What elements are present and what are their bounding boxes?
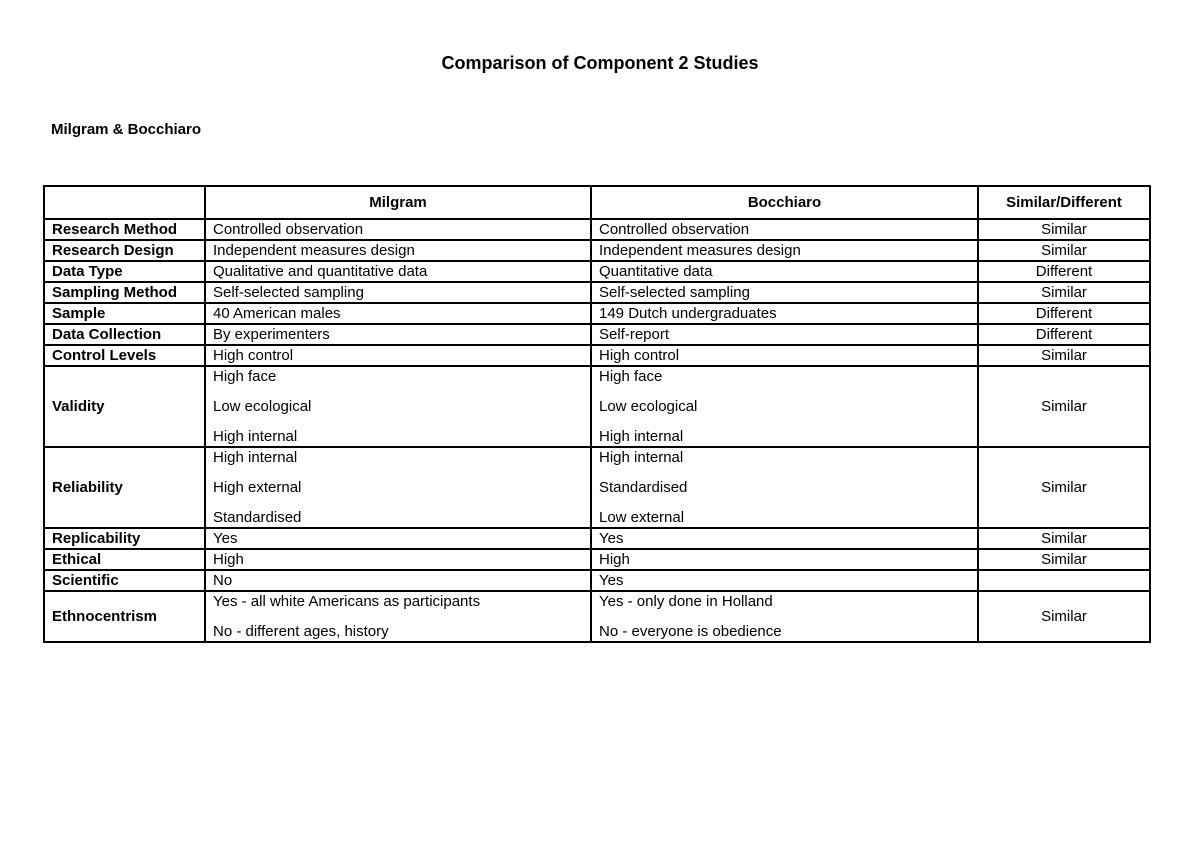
milgram-cell	[205, 366, 591, 447]
line-gap	[599, 611, 977, 622]
comparison-cell: Similar	[978, 282, 1150, 303]
milgram-cell-line: Low ecological	[213, 398, 312, 415]
bocchiaro-cell	[591, 345, 978, 366]
header-cell-empty	[44, 186, 205, 219]
milgram-cell-line: High	[213, 551, 244, 568]
line-gap	[599, 386, 977, 397]
comparison-cell: Similar	[978, 549, 1150, 570]
bocchiaro-cell	[591, 528, 978, 549]
milgram-cell	[205, 591, 591, 642]
milgram-cell	[205, 240, 591, 261]
table-row	[44, 570, 1150, 591]
row-label: Control Levels	[44, 345, 205, 366]
line-gap	[599, 497, 977, 508]
bocchiaro-cell-line: Quantitative data	[599, 263, 713, 280]
milgram-cell	[205, 447, 591, 528]
milgram-cell-line: High face	[213, 368, 277, 385]
line-gap	[213, 467, 590, 478]
table-row	[44, 366, 1150, 447]
bocchiaro-cell-line: Low external	[599, 509, 685, 526]
milgram-cell-line: Self-selected sampling	[213, 284, 364, 301]
milgram-cell-line: Controlled observation	[213, 221, 364, 238]
line-gap	[213, 497, 590, 508]
bocchiaro-cell	[591, 366, 978, 447]
bocchiaro-cell-line: Standardised	[599, 479, 688, 496]
row-label: Research Method	[44, 219, 205, 240]
line-gap	[599, 416, 977, 427]
comparison-cell	[978, 570, 1150, 591]
comparison-cell: Similar	[978, 447, 1150, 528]
bocchiaro-cell-line: High	[599, 551, 630, 568]
bocchiaro-cell	[591, 570, 978, 591]
table-row	[44, 549, 1150, 570]
line-gap	[213, 611, 590, 622]
milgram-cell-line: Standardised	[213, 509, 302, 526]
line-gap	[213, 416, 590, 427]
bocchiaro-cell	[591, 324, 978, 345]
milgram-cell	[205, 219, 591, 240]
table-row	[44, 447, 1150, 528]
header-row	[44, 186, 1150, 219]
bocchiaro-cell	[591, 282, 978, 303]
bocchiaro-cell-line: 149 Dutch undergraduates	[599, 305, 777, 322]
table-row	[44, 591, 1150, 642]
header-cell-milgram: Milgram	[205, 186, 591, 219]
table-row	[44, 240, 1150, 261]
comparison-cell: Different	[978, 303, 1150, 324]
milgram-cell-line: Yes	[213, 530, 238, 547]
milgram-cell-line: High external	[213, 479, 302, 496]
milgram-cell	[205, 549, 591, 570]
milgram-cell-line: Qualitative and quantitative data	[213, 263, 428, 280]
bocchiaro-cell-line: Yes	[599, 572, 624, 589]
milgram-cell-line: 40 American males	[213, 305, 341, 322]
row-label: Validity	[44, 366, 205, 447]
bocchiaro-cell-line: High internal	[599, 428, 684, 445]
row-label: Sample	[44, 303, 205, 324]
bocchiaro-cell-line: High control	[599, 347, 680, 364]
bocchiaro-cell-line: Independent measures design	[599, 242, 801, 259]
milgram-cell-line: No	[213, 572, 233, 589]
row-label: Scientific	[44, 570, 205, 591]
document-subtitle: Milgram & Bocchiaro	[51, 121, 202, 138]
table-row	[44, 303, 1150, 324]
comparison-cell: Different	[978, 261, 1150, 282]
table-row	[44, 261, 1150, 282]
comparison-cell: Similar	[978, 219, 1150, 240]
comparison-cell: Similar	[978, 366, 1150, 447]
table-row	[44, 324, 1150, 345]
milgram-cell-line: High internal	[213, 449, 298, 466]
milgram-cell-line: By experimenters	[213, 326, 330, 343]
milgram-cell	[205, 570, 591, 591]
row-label: Data Type	[44, 261, 205, 282]
bocchiaro-cell-line: Low ecological	[599, 398, 698, 415]
row-label: Ethnocentrism	[44, 591, 205, 642]
comparison-table	[43, 185, 1151, 643]
comparison-cell: Different	[978, 324, 1150, 345]
row-label: Research Design	[44, 240, 205, 261]
milgram-cell-line: Independent measures design	[213, 242, 415, 259]
milgram-cell	[205, 261, 591, 282]
header-cell-bocchiaro: Bocchiaro	[591, 186, 978, 219]
comparison-cell: Similar	[978, 591, 1150, 642]
bocchiaro-cell-line: No - everyone is obedience	[599, 623, 782, 640]
table-row	[44, 282, 1150, 303]
table-row	[44, 345, 1150, 366]
milgram-cell-line: High internal	[213, 428, 298, 445]
bocchiaro-cell-line: High internal	[599, 449, 684, 466]
bocchiaro-cell-line: High face	[599, 368, 663, 385]
milgram-cell	[205, 324, 591, 345]
table-row	[44, 528, 1150, 549]
comparison-cell: Similar	[978, 240, 1150, 261]
bocchiaro-cell	[591, 447, 978, 528]
bocchiaro-cell-line: Controlled observation	[599, 221, 750, 238]
row-label: Replicability	[44, 528, 205, 549]
milgram-cell-line: High control	[213, 347, 294, 364]
bocchiaro-cell-line: Yes - only done in Holland	[599, 593, 773, 610]
bocchiaro-cell	[591, 549, 978, 570]
comparison-cell: Similar	[978, 345, 1150, 366]
line-gap	[213, 386, 590, 397]
milgram-cell	[205, 303, 591, 324]
header-cell-similar-different: Similar/Different	[978, 186, 1150, 219]
table-row	[44, 219, 1150, 240]
bocchiaro-cell	[591, 240, 978, 261]
table-body	[44, 219, 1150, 642]
row-label: Ethical	[44, 549, 205, 570]
bocchiaro-cell	[591, 219, 978, 240]
row-label: Data Collection	[44, 324, 205, 345]
milgram-cell	[205, 345, 591, 366]
row-label: Reliability	[44, 447, 205, 528]
document-title: Comparison of Component 2 Studies	[441, 53, 759, 73]
milgram-cell-line: No - different ages, history	[213, 623, 389, 640]
milgram-cell	[205, 528, 591, 549]
bocchiaro-cell	[591, 261, 978, 282]
row-label: Sampling Method	[44, 282, 205, 303]
bocchiaro-cell	[591, 303, 978, 324]
milgram-cell-line: Yes - all white Americans as participants	[213, 593, 481, 610]
milgram-cell	[205, 282, 591, 303]
bocchiaro-cell-line: Self-report	[599, 326, 670, 343]
bocchiaro-cell-line: Yes	[599, 530, 624, 547]
line-gap	[599, 467, 977, 478]
comparison-cell: Similar	[978, 528, 1150, 549]
bocchiaro-cell-line: Self-selected sampling	[599, 284, 750, 301]
bocchiaro-cell	[591, 591, 978, 642]
